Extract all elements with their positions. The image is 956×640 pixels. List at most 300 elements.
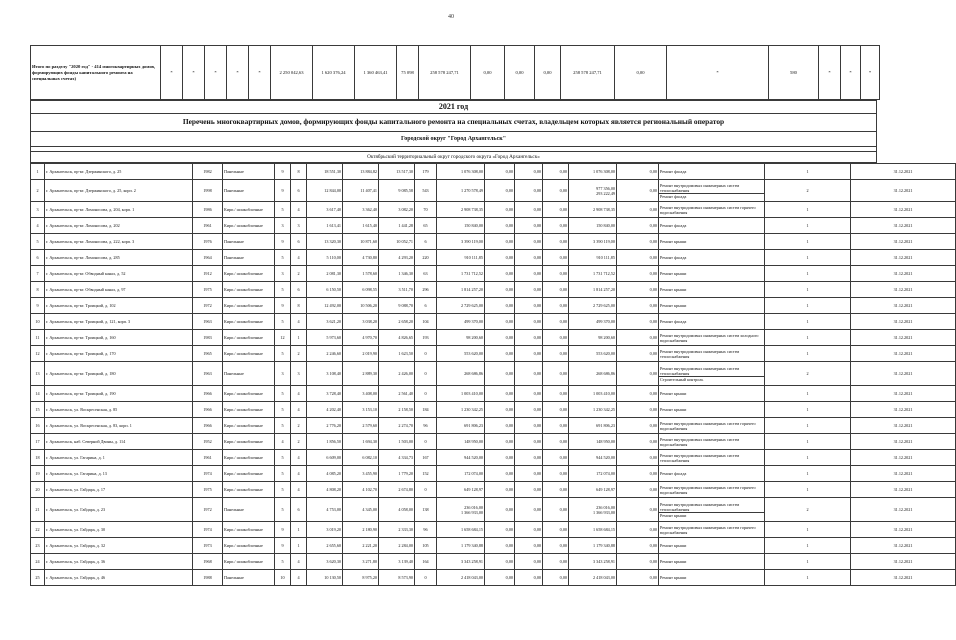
row-area-residential: 10 052,71	[379, 234, 415, 250]
row-entrances: 4	[291, 482, 307, 498]
row-zero: 0,00	[617, 386, 659, 402]
row-zero: 0,00	[485, 418, 515, 434]
row-wall-material: Кирп./ шлакоблочные	[223, 282, 275, 298]
row-works	[659, 554, 765, 570]
work-item: Ремонт внутридомовых инженерных систем теплоснабжения	[660, 452, 740, 463]
row-works	[659, 434, 765, 450]
row-date: 31.12.2021	[851, 466, 956, 482]
row-zero: 0,00	[515, 282, 543, 298]
row-work-count: 1	[765, 402, 851, 418]
row-zero: 0,00	[617, 418, 659, 434]
row-fund: 499 370,00	[569, 314, 617, 330]
row-zero: 0,00	[543, 570, 569, 586]
work-item: Ремонт крыши	[660, 271, 687, 276]
row-cost: 1 814 257,20	[437, 282, 485, 298]
row-entrances: 4	[291, 402, 307, 418]
row-area-premises: 2 180,90	[343, 522, 379, 538]
row-floors: 5	[275, 314, 291, 330]
row-year: 1976	[193, 234, 223, 250]
row-fund: 3 390 119,00	[569, 234, 617, 250]
row-zero: 0,00	[485, 346, 515, 362]
row-area-premises: 6 082,10	[343, 450, 379, 466]
row-zero: 0,00	[515, 330, 543, 346]
row-zero: 0,00	[515, 314, 543, 330]
row-entrances: 4	[291, 466, 307, 482]
row-zero: 0,00	[515, 522, 543, 538]
table-row	[31, 386, 956, 402]
row-residents: 296	[415, 282, 437, 298]
row-date: 31.12.2021	[851, 282, 956, 298]
row-area-residential: 2 674,80	[379, 482, 415, 498]
row-zero: 0,00	[617, 282, 659, 298]
row-works	[659, 180, 765, 202]
row-entrances: 2	[291, 266, 307, 282]
row-area-total: 18 551,30	[307, 164, 343, 180]
row-address: г. Архангельск, наб. Северной Двины, д. 114	[45, 434, 193, 450]
row-entrances: 4	[291, 386, 307, 402]
row-zero: 0,00	[543, 522, 569, 538]
row-fund: 1 076 308,00	[569, 164, 617, 180]
city-heading: Городской округ "Город Архангельск"	[30, 132, 877, 147]
row-residents: 164	[415, 554, 437, 570]
table-row	[31, 522, 956, 538]
row-residents: 0	[415, 386, 437, 402]
row-zero: 0,00	[485, 498, 515, 522]
row-zero: 0,00	[485, 386, 515, 402]
district-heading: Октябрьский территориальный округ городского округа «Город Архангельск»	[30, 152, 877, 163]
row-address: г. Архангельск, пр-кт. Дзержинского, д. 25	[45, 164, 193, 180]
row-zero: 0,00	[515, 538, 543, 554]
row-year: 1966	[193, 418, 223, 434]
row-area-residential: 1 623,50	[379, 346, 415, 362]
row-area-total: 1 613,41	[307, 218, 343, 234]
row-area-total: 3 617,40	[307, 202, 343, 218]
row-year: 1975	[193, 282, 223, 298]
row-cost: 3 390 119,00	[437, 234, 485, 250]
row-date: 31.12.2021	[851, 330, 956, 346]
row-area-residential: 9 088,70	[379, 298, 415, 314]
row-year: 1975	[193, 482, 223, 498]
row-zero: 0,00	[617, 250, 659, 266]
row-works	[659, 234, 765, 250]
row-address: г. Архангельск, пр-кт. Обводный канал, д. 97	[45, 282, 193, 298]
row-fund: 3 343 258,91	[569, 554, 617, 570]
row-address: г. Архангельск, пр-кт. Ломоносова, д. 204, корп. 1	[45, 202, 193, 218]
row-number: 11	[31, 330, 45, 346]
row-zero: 0,00	[543, 346, 569, 362]
row-zero: 0,00	[543, 466, 569, 482]
row-address: г. Архангельск, ул. Гайдара, д. 46	[45, 570, 193, 586]
row-area-premises: 4 345,00	[343, 498, 379, 522]
row-zero: 0,00	[515, 362, 543, 386]
row-area-residential: 2 158,50	[379, 402, 415, 418]
row-zero: 0,00	[485, 164, 515, 180]
row-area-premises: 2 579,60	[343, 418, 379, 434]
row-work-count: 1	[765, 164, 851, 180]
row-address: г. Архангельск, пр-кт. Дзержинского, д. 25, корп. 2	[45, 180, 193, 202]
row-area-premises: 3 408,00	[343, 386, 379, 402]
row-entrances: 4	[291, 202, 307, 218]
work-item: Ремонт фасада	[660, 471, 687, 476]
row-zero: 0,00	[515, 164, 543, 180]
row-floors: 5	[275, 450, 291, 466]
row-zero: 0,00	[617, 538, 659, 554]
row-date: 31.12.2021	[851, 298, 956, 314]
row-residents: 6	[415, 298, 437, 314]
table-row	[31, 202, 956, 218]
work-item: Ремонт фасада	[660, 193, 687, 199]
row-fund: 553 620,00	[569, 346, 617, 362]
row-cost: 1 003 410,00	[437, 386, 485, 402]
row-cost: 1 230 342,25	[437, 402, 485, 418]
row-floors: 9	[275, 180, 291, 202]
table-row	[31, 434, 956, 450]
row-area-total: 5 110,00	[307, 250, 343, 266]
row-year: 1972	[193, 298, 223, 314]
row-zero: 0,00	[617, 180, 659, 202]
row-number: 20	[31, 482, 45, 498]
row-zero: 0,00	[485, 450, 515, 466]
row-residents: 138	[415, 498, 437, 522]
row-cost: 691 806,23	[437, 418, 485, 434]
work-item: Ремонт фасада	[660, 319, 687, 324]
row-cost: 910 111,85	[437, 250, 485, 266]
row-zero: 0,00	[543, 218, 569, 234]
table-row	[31, 266, 956, 282]
row-wall-material: Панельные	[223, 234, 275, 250]
row-wall-material: Панельные	[223, 362, 275, 386]
row-area-total: 10 130,50	[307, 570, 343, 586]
row-fund: 268 686,86	[569, 362, 617, 386]
row-date: 31.12.2021	[851, 418, 956, 434]
row-area-residential: 4 293,20	[379, 250, 415, 266]
row-cost: 944 520,00	[437, 450, 485, 466]
row-floors: 5	[275, 346, 291, 362]
row-fund: 150 840,00	[569, 218, 617, 234]
row-works	[659, 330, 765, 346]
row-date: 31.12.2021	[851, 538, 956, 554]
row-zero: 0,00	[515, 386, 543, 402]
table-row	[31, 250, 956, 266]
amount-item: 977 356,00	[596, 185, 615, 191]
row-residents: 70	[415, 202, 437, 218]
total-area: 2 250 042,63	[271, 46, 313, 100]
table-row	[31, 330, 956, 346]
row-zero: 0,00	[485, 330, 515, 346]
table-row	[31, 570, 956, 586]
row-wall-material: Кирп./ шлакоблочные	[223, 346, 275, 362]
row-wall-material: Кирп./ шлакоблочные	[223, 538, 275, 554]
row-residents: 96	[415, 418, 437, 434]
row-residents: 184	[415, 402, 437, 418]
row-fund: 649 128,97	[569, 482, 617, 498]
row-work-count: 2	[765, 180, 851, 202]
row-entrances: 4	[291, 554, 307, 570]
row-wall-material: Кирп./ шлакоблочные	[223, 482, 275, 498]
row-cost: 268 686,86	[437, 362, 485, 386]
row-area-premises: 1 578,60	[343, 266, 379, 282]
row-zero: 0,00	[515, 450, 543, 466]
total-zero: 0,00	[471, 46, 505, 100]
row-area-residential: 2 658,20	[379, 314, 415, 330]
row-zero: 0,00	[617, 570, 659, 586]
row-entrances: 4	[291, 570, 307, 586]
row-zero: 0,00	[515, 418, 543, 434]
row-year: 1912	[193, 266, 223, 282]
row-zero: 0,00	[515, 402, 543, 418]
row-date: 31.12.2021	[851, 202, 956, 218]
row-date: 31.12.2021	[851, 498, 956, 522]
work-item: Ремонт внутридомовых инженерных систем теплоснабжения	[659, 502, 764, 513]
row-residents: 96	[415, 522, 437, 538]
row-works	[659, 450, 765, 466]
table-row	[31, 450, 956, 466]
row-cost: 98 200,60	[437, 330, 485, 346]
row-floors: 5	[275, 282, 291, 298]
row-year: 1966	[193, 386, 223, 402]
row-area-premises: 10 871,60	[343, 234, 379, 250]
row-zero: 0,00	[485, 434, 515, 450]
row-cost: 553 620,00	[437, 346, 485, 362]
row-area-premises: 3 271,80	[343, 554, 379, 570]
row-fund	[569, 180, 617, 202]
row-zero: 0,00	[617, 234, 659, 250]
table-row	[31, 234, 956, 250]
row-address: г. Архангельск, пр-кт. Троицкий, д. 160	[45, 330, 193, 346]
row-area-premises: 1 615,40	[343, 218, 379, 234]
row-floors: 3	[275, 218, 291, 234]
row-entrances: 4	[291, 314, 307, 330]
row-fund: 1 003 410,00	[569, 386, 617, 402]
row-zero: 0,00	[485, 266, 515, 282]
row-floors: 9	[275, 164, 291, 180]
row-year: 1974	[193, 466, 223, 482]
row-number: 12	[31, 346, 45, 362]
table-row	[31, 180, 956, 202]
row-zero: 0,00	[485, 180, 515, 202]
row-floors: 5	[275, 482, 291, 498]
row-zero: 0,00	[543, 538, 569, 554]
row-zero: 0,00	[543, 298, 569, 314]
row-area-total: 3 019,20	[307, 522, 343, 538]
row-residents: 65	[415, 218, 437, 234]
row-area-total: 1 856,50	[307, 434, 343, 450]
amount-item: 293 222,49	[596, 190, 615, 196]
row-floors: 4	[275, 434, 291, 450]
row-zero: 0,00	[617, 330, 659, 346]
row-wall-material: Панельные	[223, 164, 275, 180]
row-work-count: 1	[765, 450, 851, 466]
row-area-total: 5 973,60	[307, 330, 343, 346]
row-zero: 0,00	[543, 180, 569, 202]
row-zero: 0,00	[515, 298, 543, 314]
row-number: 16	[31, 418, 45, 434]
row-area-total: 3 108,40	[307, 362, 343, 386]
row-zero: 0,00	[617, 346, 659, 362]
row-works	[659, 298, 765, 314]
row-number: 19	[31, 466, 45, 482]
row-zero: 0,00	[543, 202, 569, 218]
row-area-premises: 8 975,20	[343, 570, 379, 586]
row-work-count: 1	[765, 330, 851, 346]
row-number: 4	[31, 218, 45, 234]
buildings-table	[30, 163, 956, 586]
row-entrances: 2	[291, 418, 307, 434]
row-zero: 0,00	[617, 266, 659, 282]
row-address: г. Архангельск, пр-кт. Троицкий, д. 180	[45, 362, 193, 386]
total-star: *	[861, 46, 880, 100]
total-cost: 258 578 247,71	[419, 46, 471, 100]
row-floors: 9	[275, 538, 291, 554]
row-year: 1961	[193, 218, 223, 234]
row-number: 22	[31, 522, 45, 538]
row-entrances: 6	[291, 180, 307, 202]
row-year: 1968	[193, 554, 223, 570]
row-area-premises: 11 407,41	[343, 180, 379, 202]
row-number: 15	[31, 402, 45, 418]
row-work-count: 1	[765, 386, 851, 402]
row-area-total: 4 753,00	[307, 498, 343, 522]
row-entrances: 3	[291, 218, 307, 234]
row-cost: 2 418 043,00	[437, 570, 485, 586]
row-floors: 10	[275, 570, 291, 586]
row-zero: 0,00	[617, 466, 659, 482]
row-area-residential: 2 561,40	[379, 386, 415, 402]
row-zero: 0,00	[515, 466, 543, 482]
row-wall-material: Кирп./ шлакоблочные	[223, 218, 275, 234]
table-row	[31, 554, 956, 570]
row-year: 1983	[193, 330, 223, 346]
row-residents: 220	[415, 250, 437, 266]
row-zero: 0,00	[617, 218, 659, 234]
row-date: 31.12.2021	[851, 164, 956, 180]
row-year: 1966	[193, 402, 223, 418]
row-area-residential: 4 058,00	[379, 498, 415, 522]
row-area-residential: 1 779,20	[379, 466, 415, 482]
row-works	[659, 498, 765, 522]
row-wall-material: Кирп./ шлакоблочные	[223, 266, 275, 282]
row-area-premises: 3 362,40	[343, 202, 379, 218]
row-zero: 0,00	[515, 266, 543, 282]
row-zero: 0,00	[617, 450, 659, 466]
row-area-residential: 1 503,00	[379, 434, 415, 450]
row-zero: 0,00	[617, 482, 659, 498]
row-fund: 98 200,60	[569, 330, 617, 346]
row-floors: 12	[275, 330, 291, 346]
row-residents: 63	[415, 266, 437, 282]
row-area-premises: 3 153,10	[343, 402, 379, 418]
row-date: 31.12.2021	[851, 570, 956, 586]
table-row	[31, 418, 956, 434]
work-item: Ремонт внутридомовых инженерных систем теплоснабжения	[659, 183, 764, 194]
total-star: *	[161, 46, 183, 100]
row-zero: 0,00	[515, 218, 543, 234]
row-cost: 148 950,00	[437, 434, 485, 450]
row-year: 1988	[193, 570, 223, 586]
row-address: г. Архангельск, ул. Гайдара, д. 30	[45, 522, 193, 538]
row-number: 21	[31, 498, 45, 522]
row-floors: 3	[275, 266, 291, 282]
row-area-total: 2 081,30	[307, 266, 343, 282]
row-address: г. Архангельск, ул. Гагарина, д. 1	[45, 450, 193, 466]
work-item: Ремонт крыши	[660, 512, 687, 518]
row-residents: 543	[415, 180, 437, 202]
row-entrances: 4	[291, 250, 307, 266]
row-fund: 944 520,00	[569, 450, 617, 466]
row-zero: 0,00	[617, 434, 659, 450]
row-cost: 172 074,00	[437, 466, 485, 482]
row-work-count: 1	[765, 346, 851, 362]
work-item: Ремонт внутридомовых инженерных систем горячего водоснабжения	[660, 524, 756, 535]
row-area-residential: 2 426,00	[379, 362, 415, 386]
row-entrances: 1	[291, 538, 307, 554]
row-residents: 6	[415, 234, 437, 250]
row-date: 31.12.2021	[851, 482, 956, 498]
row-works	[659, 482, 765, 498]
row-residents: 167	[415, 450, 437, 466]
row-zero: 0,00	[617, 498, 659, 522]
row-wall-material: Кирп./ шлакоблочные	[223, 418, 275, 434]
row-zero: 0,00	[485, 202, 515, 218]
row-entrances: 1	[291, 330, 307, 346]
row-zero: 0,00	[617, 402, 659, 418]
row-wall-material: Кирп./ шлакоблочные	[223, 466, 275, 482]
row-floors: 5	[275, 498, 291, 522]
row-zero: 0,00	[617, 314, 659, 330]
row-residents: 105	[415, 538, 437, 554]
total-zero: 0,00	[615, 46, 667, 100]
row-entrances: 6	[291, 234, 307, 250]
row-area-premises: 3 455,90	[343, 466, 379, 482]
row-year: 1982	[193, 164, 223, 180]
row-entrances: 8	[291, 298, 307, 314]
table-row	[31, 498, 956, 522]
row-area-total: 3 728,40	[307, 386, 343, 402]
row-area-residential: 4 826,65	[379, 330, 415, 346]
total-area-premises: 1 620 376,24	[313, 46, 355, 100]
row-area-residential: 8 573,90	[379, 570, 415, 586]
row-address: г. Архангельск, пр-кт. Троицкий, д. 190	[45, 386, 193, 402]
row-area-total: 2 776,20	[307, 418, 343, 434]
row-zero: 0,00	[543, 330, 569, 346]
row-residents: 0	[415, 346, 437, 362]
row-address: г. Архангельск, ул. Гайдара, д. 32	[45, 538, 193, 554]
row-cost: 1 731 712,52	[437, 266, 485, 282]
row-work-count: 1	[765, 202, 851, 218]
row-date: 31.12.2021	[851, 180, 956, 202]
row-cost: 2 908 738,35	[437, 202, 485, 218]
row-zero: 0,00	[515, 498, 543, 522]
row-residents: 152	[415, 466, 437, 482]
row-cost: 1 179 340,88	[437, 538, 485, 554]
row-works	[659, 386, 765, 402]
row-zero: 0,00	[485, 362, 515, 386]
row-works	[659, 570, 765, 586]
work-item: Ремонт крыши	[660, 543, 687, 548]
row-cost: 1 658 684,15	[437, 522, 485, 538]
row-date: 31.12.2021	[851, 346, 956, 362]
row-zero: 0,00	[617, 298, 659, 314]
work-item: Ремонт крыши	[660, 287, 687, 292]
row-zero: 0,00	[485, 298, 515, 314]
work-item: Ремонт внутридомовых инженерных систем горячего водоснабжения	[660, 484, 756, 495]
row-work-count: 1	[765, 218, 851, 234]
row-residents: 104	[415, 314, 437, 330]
row-area-total: 4 808,20	[307, 482, 343, 498]
row-fund: 172 074,00	[569, 466, 617, 482]
row-year: 1952	[193, 434, 223, 450]
row-area-residential: 9 085,58	[379, 180, 415, 202]
